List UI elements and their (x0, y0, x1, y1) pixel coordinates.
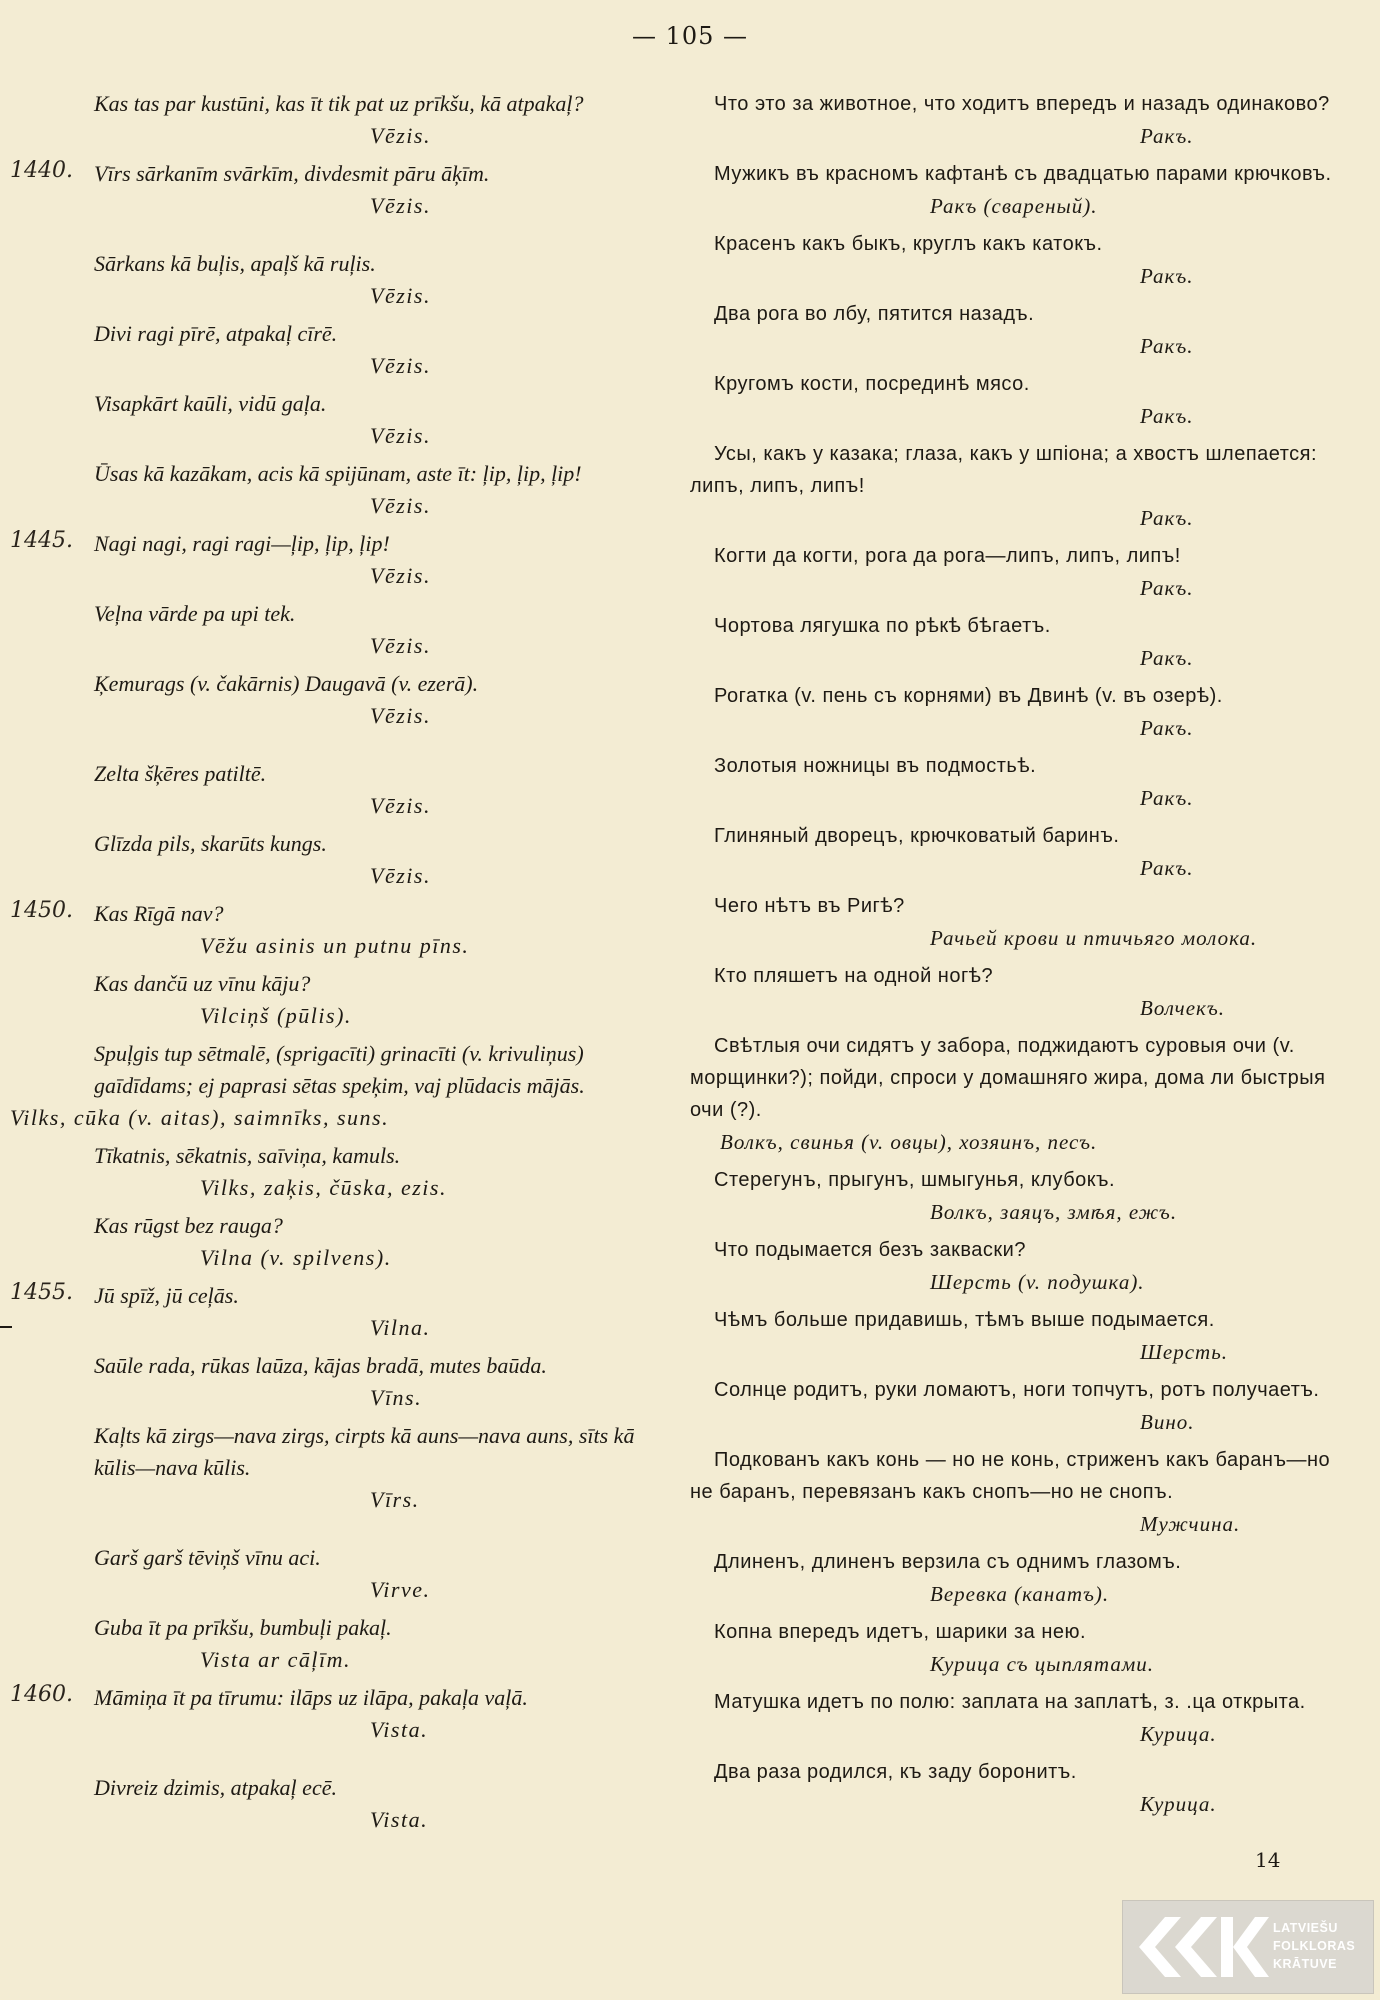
latvian-riddle: Visapkārt kaūli, vidū gaļa. (94, 391, 327, 416)
latvian-riddle: Kas Rīgā nav? (94, 901, 224, 926)
latvian-answer: Vilks, zaķis, čūska, ezis. (200, 1175, 447, 1200)
russian-answer: Ракъ. (1140, 716, 1194, 740)
logo-line-2: FOLKLORAS (1273, 1939, 1356, 1953)
russian-answer: Шерсть (v. подушка). (930, 1270, 1145, 1294)
riddle-entry (10, 968, 660, 1032)
latvian-answer: Vēzis. (370, 283, 431, 308)
riddle-entry (690, 1164, 1340, 1228)
entry-number: 1450. (10, 898, 73, 923)
latvian-answer: Vēžu asinis un putnu pīns. (200, 933, 470, 958)
riddle-entry (690, 158, 1340, 222)
riddle-entry (10, 158, 660, 222)
latvian-riddle: Guba īt pa prīkšu, bumbuļi pakaļ. (94, 1615, 392, 1640)
russian-answer: Ракъ. (1140, 404, 1194, 428)
riddle-entry (690, 540, 1340, 604)
russian-answer: Вино. (1140, 1410, 1195, 1434)
russian-answer: Курица. (1140, 1722, 1217, 1746)
latvian-answer: Vilna. (370, 1315, 431, 1340)
riddle-entry (10, 1542, 660, 1606)
latvian-answer: Vilna (v. spilvens). (200, 1245, 392, 1270)
latvian-answer: Vista. (370, 1807, 429, 1832)
latvian-riddle: Garš garš tēviņš vīnu aci. (94, 1545, 321, 1570)
russian-riddle: Когти да когти, рога да рога—липъ, липъ, липъ! (714, 545, 1181, 567)
riddle-entry (10, 458, 660, 522)
riddle-entry (10, 1682, 660, 1746)
latvian-answer: Vēzis. (370, 423, 431, 448)
riddle-entry (10, 1280, 660, 1344)
riddle-entry (10, 1038, 660, 1134)
russian-riddle: Солнце родитъ, руки ломаютъ, ноги топчутъ, ротъ получаетъ. (714, 1379, 1320, 1401)
latvian-answer: Vēzis. (370, 353, 431, 378)
russian-riddle: Рогатка (v. пень съ корнями) въ Двинѣ (v. въ озерѣ). (714, 685, 1223, 707)
riddle-entry (690, 750, 1340, 814)
latvian-answer: Vilks, cūka (v. aitas), saimnīks, suns. (10, 1105, 390, 1130)
russian-riddle: Что это за животное, что ходитъ впередъ и назадъ одинаково? (714, 93, 1330, 115)
latvian-riddle: Jū spīž, jū ceļās. (94, 1283, 239, 1308)
russian-riddle: Чортова лягушка по рѣкѣ бѣгаетъ. (714, 615, 1051, 637)
riddle-entry (10, 88, 660, 152)
russian-riddle: Кто пляшетъ на одной ногѣ? (714, 965, 994, 987)
russian-answer: Ракъ. (1140, 856, 1194, 880)
riddle-entry (10, 1612, 660, 1676)
riddle-entry (10, 828, 660, 892)
russian-answer: Волкъ, заяцъ, змѣя, ежъ. (930, 1200, 1178, 1224)
russian-answer: Ракъ. (1140, 124, 1194, 148)
riddle-entry (690, 1234, 1340, 1298)
russian-riddle: Два рога во лбу, пятится назадъ. (714, 303, 1035, 325)
latvian-answer: Vēzis. (370, 863, 431, 888)
riddle-entry (690, 298, 1340, 362)
entry-number: 1440. (10, 158, 73, 183)
latvian-answer: Vista. (370, 1717, 429, 1742)
russian-answer: Ракъ. (1140, 264, 1194, 288)
latvian-answer: Vēzis. (370, 123, 431, 148)
riddle-entry (690, 680, 1340, 744)
russian-column (690, 88, 1340, 1826)
riddle-entry (690, 1616, 1340, 1680)
entry-number: 1455. (10, 1280, 73, 1305)
russian-answer: Ракъ. (1140, 786, 1194, 810)
latvian-riddle: Divi ragi pīrē, atpakaļ cīrē. (94, 321, 338, 346)
page-number: — 105 — (631, 22, 749, 50)
latvian-riddle: Zelta šķēres patiltē. (94, 761, 267, 786)
russian-answer: Ракъ. (1140, 576, 1194, 600)
latvian-riddle: Saūle rada, rūkas laūza, kājas bradā, mutes baūda. (94, 1353, 547, 1378)
russian-answer: Волчекъ. (1140, 996, 1225, 1020)
entry-number: 1445. (10, 528, 73, 553)
riddle-entry (10, 668, 660, 732)
latvian-riddle: Tīkatnis, sēkatnis, saīviņa, kamuls. (94, 1143, 401, 1168)
russian-answer: Ракъ. (1140, 646, 1194, 670)
latvian-riddle: Veļna vārde pa upi tek. (94, 601, 296, 626)
russian-riddle: Кругомъ кости, посрединѣ мясо. (714, 373, 1030, 395)
riddle-entry (690, 228, 1340, 292)
russian-answer: Ракъ. (1140, 506, 1194, 530)
latvian-riddle: Nagi nagi, ragi ragi—ļip, ļip, ļip! (94, 531, 390, 556)
latvian-riddle: Kas rūgst bez rauga? (94, 1213, 283, 1238)
riddle-entry (690, 1756, 1340, 1820)
riddle-entry (690, 1030, 1340, 1158)
latvian-answer: Vēzis. (370, 703, 431, 728)
russian-answer: Курица съ цыплятами. (930, 1652, 1155, 1676)
latvian-riddle: Divreiz dzimis, atpakaļ ecē. (94, 1775, 337, 1800)
russian-riddle: Золотыя ножницы въ подмостьѣ. (714, 755, 1037, 777)
riddle-entry (690, 1546, 1340, 1610)
signature-mark: 14 (1255, 1848, 1281, 1872)
riddle-entry (10, 1140, 660, 1204)
latvian-answer: Vēzis. (370, 493, 431, 518)
latvian-riddle: Spuļgis tup sētmalē, (sprigacīti) grinacīti (v. krivuliņus) gaīdīdams; ej paprasi sētas speķim, vaj plūdacis mājās. (94, 1041, 585, 1098)
latvian-riddle: Māmiņa īt pa tīrumu: ilāps uz ilāpa, pakaļa vaļā. (94, 1685, 528, 1710)
riddle-entry (10, 1420, 660, 1516)
latvian-answer: Vēzis. (370, 633, 431, 658)
logo-line-3: KRĀTUVE (1273, 1957, 1337, 1971)
russian-riddle: Длиненъ, длиненъ верзила съ однимъ глазомъ. (714, 1551, 1182, 1573)
latvian-riddle: Kas dančū uz vīnu kāju? (94, 971, 311, 996)
latvian-riddle: Ūsas kā kazākam, acis kā spijūnam, aste īt: ļip, ļip, ļip! (94, 461, 582, 486)
logo-text (1273, 1919, 1369, 1973)
latvian-answer: Vēzis. (370, 563, 431, 588)
riddle-entry (690, 960, 1340, 1024)
riddle-entry (690, 1686, 1340, 1750)
riddle-entry (10, 528, 660, 592)
riddle-entry (690, 88, 1340, 152)
latvian-answer: Virve. (370, 1577, 431, 1602)
russian-riddle: Подкованъ какъ конь — но не конь, стриженъ какъ баранъ—но не баранъ, перевязанъ какъ снопъ—но не снопъ. (690, 1449, 1331, 1503)
riddle-entry (690, 1444, 1340, 1540)
latvian-riddle: Kaļts kā zirgs—nava zirgs, cirpts kā auns—nava auns, sīts kā kūlis—nava kūlis. (94, 1423, 635, 1480)
riddle-entry (10, 1350, 660, 1414)
riddle-entry (10, 898, 660, 962)
russian-riddle: Глиняный дворецъ, крючковатый баринъ. (714, 825, 1120, 847)
russian-riddle: Свѣтлыя очи сидятъ у забора, поджидаютъ суровыя очи (v. морщинки?); пойди, спроси у домашняго жира, дома ли быстрыя очи (?). (690, 1035, 1326, 1121)
russian-riddle: Чего нѣтъ въ Ригѣ? (714, 895, 905, 917)
latvian-riddle: Vīrs sārkanīm svārkīm, divdesmit pāru āķīm. (94, 161, 490, 186)
russian-answer: Курица. (1140, 1792, 1217, 1816)
russian-riddle: Копна впередъ идетъ, шарики за нею. (714, 1621, 1087, 1643)
latvian-riddle: Ķemurags (v. čakārnis) Daugavā (v. ezerā). (94, 671, 479, 696)
riddle-entry (10, 1772, 660, 1836)
latvian-answer: Vīrs. (370, 1487, 420, 1512)
russian-answer: Веревка (канатъ). (930, 1582, 1110, 1606)
riddle-entry (10, 598, 660, 662)
riddle-entry (10, 388, 660, 452)
russian-riddle: Чѣмъ больше придавишь, тѣмъ выше подымается. (714, 1309, 1215, 1331)
latvian-answer: Vīns. (370, 1385, 423, 1410)
latvian-answer: Vilciņš (pūlis). (200, 1003, 352, 1028)
archive-logo (1122, 1900, 1374, 1994)
riddle-entry (10, 318, 660, 382)
russian-riddle: Два раза родился, къ заду боронитъ. (714, 1761, 1077, 1783)
russian-answer: Ракъ (свареный). (930, 194, 1098, 218)
riddle-entry (690, 1304, 1340, 1368)
latvian-column (10, 88, 660, 1842)
latvian-answer: Vēzis. (370, 793, 431, 818)
riddle-entry (690, 820, 1340, 884)
russian-riddle: Матушка идетъ по полю: заплата на заплатѣ, з. .ца открыта. (714, 1691, 1306, 1713)
russian-riddle: Усы, какъ у казака; глаза, какъ у шпіона; а хвостъ шлепается: липъ, липъ, липъ! (690, 443, 1318, 497)
russian-answer: Мужчина. (1140, 1512, 1241, 1536)
logo-line-1: LATVIEŠU (1273, 1921, 1338, 1935)
latvian-riddle: Sārkans kā buļis, apaļš kā ruļis. (94, 251, 376, 276)
latvian-answer: Vista ar cāļīm. (200, 1647, 352, 1672)
riddle-entry (10, 1210, 660, 1274)
riddle-entry (690, 438, 1340, 534)
chevron-logo-icon (1129, 1911, 1269, 1983)
latvian-riddle: Kas tas par kustūni, kas īt tik pat uz prīkšu, kā atpakaļ? (94, 91, 584, 116)
latvian-answer: Vēzis. (370, 193, 431, 218)
riddle-entry (690, 610, 1340, 674)
latvian-riddle: Glīzda pils, skarūts kungs. (94, 831, 327, 856)
russian-riddle: Красенъ какъ быкъ, круглъ какъ катокъ. (714, 233, 1103, 255)
russian-riddle: Что подымается безъ закваски? (714, 1239, 1026, 1261)
riddle-entry (690, 890, 1340, 954)
riddle-entry (690, 368, 1340, 432)
riddle-entry (690, 1374, 1340, 1438)
russian-riddle: Стерегунъ, прыгунъ, шмыгунья, клубокъ. (714, 1169, 1116, 1191)
russian-answer: Волкъ, свинья (v. овцы), хозяинъ, песъ. (720, 1130, 1098, 1154)
russian-answer: Шерсть. (1140, 1340, 1229, 1364)
russian-answer: Ракъ. (1140, 334, 1194, 358)
riddle-entry (10, 758, 660, 822)
riddle-entry (10, 248, 660, 312)
margin-mark (0, 1326, 12, 1328)
russian-answer: Рачьей крови и птичьяго молока. (930, 926, 1258, 950)
entry-number: 1460. (10, 1682, 73, 1707)
russian-riddle: Мужикъ въ красномъ кафтанѣ съ двадцатью парами крючковъ. (714, 163, 1332, 185)
